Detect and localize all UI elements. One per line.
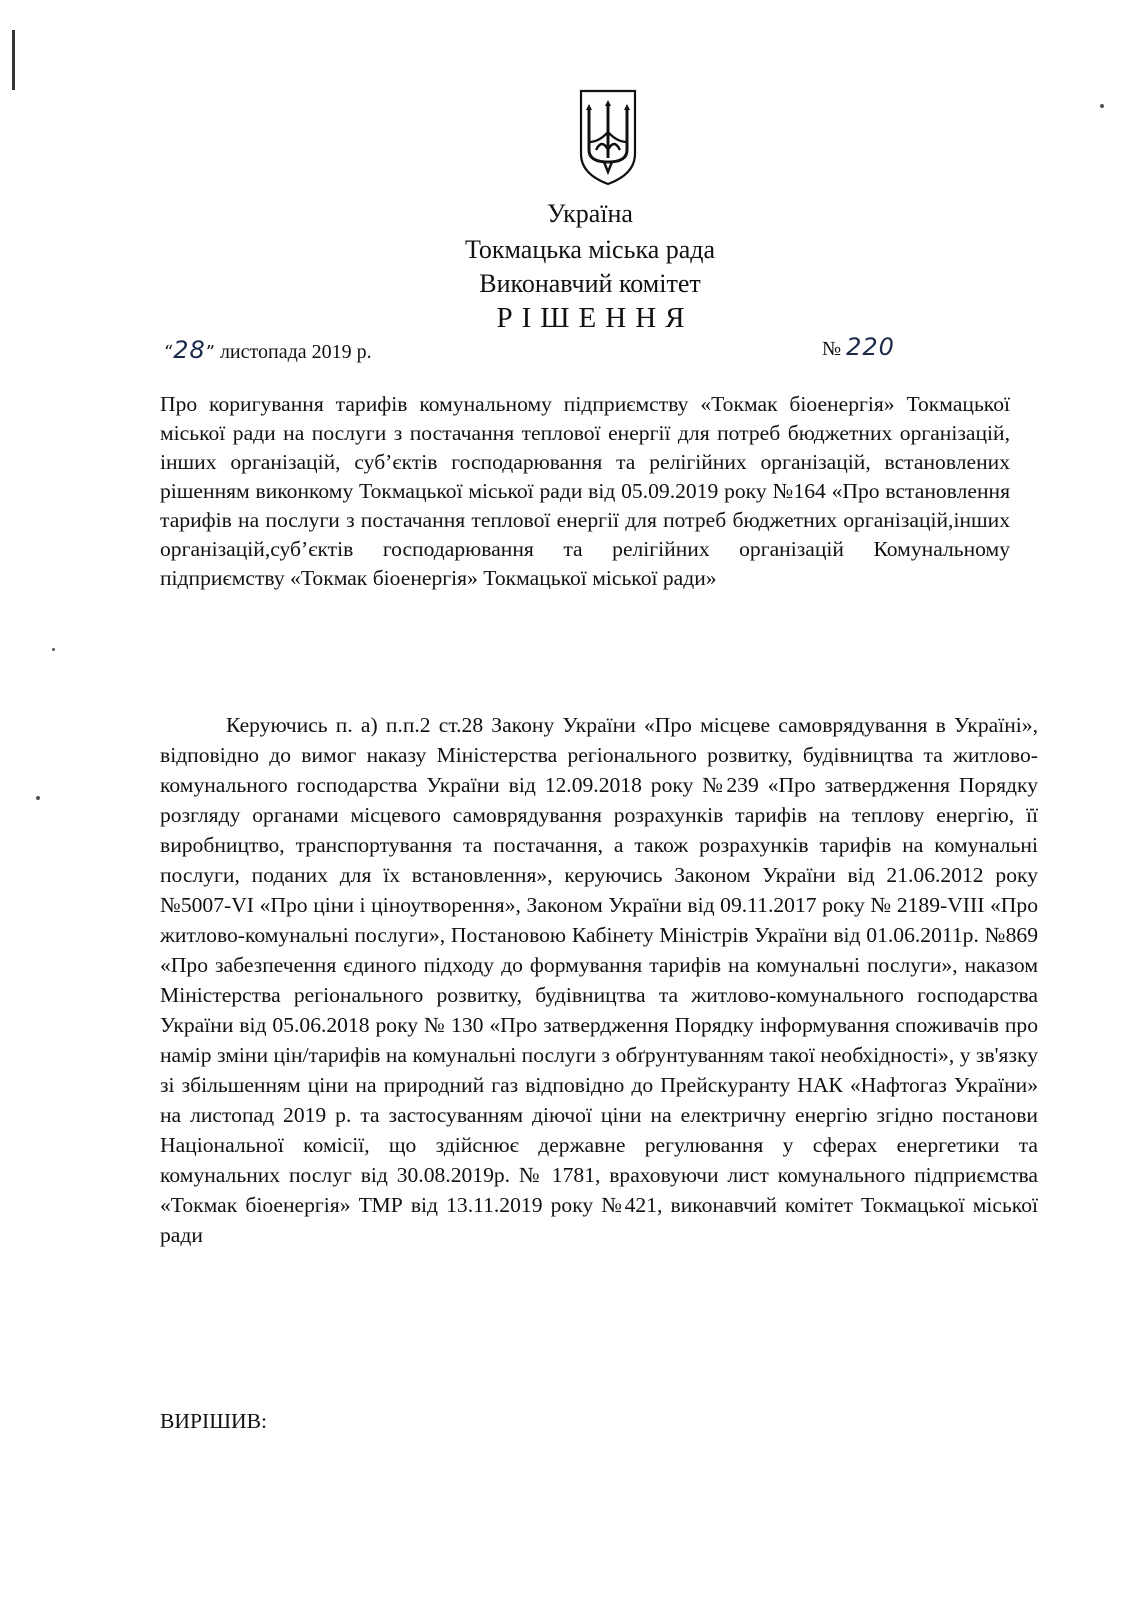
decided-label: ВИРІШИВ:: [160, 1409, 267, 1433]
number-handwritten: 220: [846, 333, 895, 361]
document-type-heading: РІШЕННЯ: [496, 302, 694, 334]
number-prefix: №: [822, 338, 842, 360]
document-date: [164, 336, 372, 367]
date-month-year: листопада 2019 р.: [219, 341, 372, 363]
header-committee: Виконавчий комітет: [479, 269, 701, 298]
preamble-paragraph: Керуючись п. а) п.п.2 ст.28 Закону України «Про місцеве самоврядування в Україні», відповідно до вимог наказу Міністерства регіонального розвитку, будівництва та житлово-комунального господарства України від 12.09.2018 року №239 «Про затвердження Порядку розгляду органами місцевого самоврядування розрахунків тарифів на теплову енергію, її виробництво, транспортування та постачання, а також розрахунків тарифів на комунальні послуги, поданих для їх встановлення», керуючись Законом України від 21.06.2012 року №5007-VI «Про ціни і ціноутворення», Законом України від 09.11.2017 року № 2189-VIII «Про житлово-комунальні послуги», Постановою Кабінету Міністрів України від 01.06.2011р. №869 «Про забезпечення єдиного підходу до формування тарифів на комунальні послуги», наказом Міністерства регіонального розвитку, будівництва та житлово-комунального господарства України від 05.06.2018 року № 130 «Про затвердження Порядку інформування споживачів про намір зміни цін/тарифів на комунальні послуги з обґрунтуванням такої необхідності», у зв'язку зі збільшенням ціни на природний газ відповідно до Прейскуранту НАК «Нафтогаз України» на листопад 2019 р. та застосуванням діючої ціни на електричну енергію згідно постанови Національної комісії, що здійснює державне регулювання у сферах енергетики та комунальних послуг від 30.08.2019р. № 1781, враховуючи лист комунального підприємства «Токмак біоенергія» ТМР від 13.11.2019 року №421, виконавчий комітет Токмацької міської ради: [160, 713, 1038, 1247]
date-day-handwritten: 28: [173, 336, 206, 364]
header-council: Токмацька міська рада: [464, 235, 716, 264]
decision-title: Про коригування тарифів комунальному підприємству «Токмак біоенергія» Токмацької міської ради на послуги з постачання теплової енергії для потреб бюджетних організацій, інших організацій, суб’єктів господарювання та релігійних організацій, встановлених рішенням виконкому Токмацької міської ради від 05.09.2019 року №164 «Про встановлення тарифів на послуги з постачання теплової енергії для потреб бюджетних організацій,інших організацій,суб’єктів господарювання та релігійних організацій Комунальному підприємству «Токмак біоенергія» Токмацької міської ради»: [160, 392, 1010, 590]
document-number: [822, 332, 895, 364]
header-country: Україна: [547, 199, 633, 228]
preamble: [160, 710, 1038, 1250]
scan-margin-mark: [12, 30, 15, 90]
scan-speck: [36, 796, 40, 800]
coat-of-arms-trident-icon: [577, 88, 639, 186]
scan-speck: [52, 648, 55, 651]
scan-speck: [1100, 104, 1104, 108]
date-close-quote: ”: [205, 342, 215, 363]
date-open-quote: “: [164, 342, 174, 363]
